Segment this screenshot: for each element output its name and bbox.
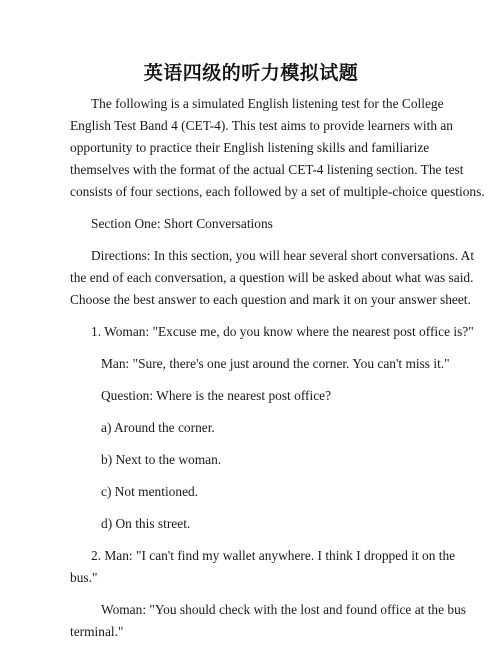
q1-woman-line: 1. Woman: "Excuse me, do you know where the nearest post office is?" [91, 324, 474, 339]
q1-option-c: c) Not mentioned. [101, 484, 199, 499]
q1-man-line: Man: "Sure, there's one just around the corner. You can't miss it." [101, 356, 450, 371]
directions-line: Choose the best answer to each question and mark it on your answer sheet. [70, 292, 471, 307]
section-heading: Section One: Short Conversations [91, 216, 273, 231]
directions-line: Directions: In this section, you will hear several short conversations. At [91, 248, 475, 263]
intro-line: The following is a simulated English listening test for the College [91, 96, 444, 111]
intro-line: English Test Band 4 (CET-4). This test aims to provide learners with an [70, 118, 453, 133]
intro-line: opportunity to practice their English listening skills and familiarize [70, 140, 430, 155]
directions-line: the end of each conversation, a question will be asked about what was said. [70, 270, 474, 285]
q2-woman-line: Woman: "You should check with the lost and found office at the bus [101, 602, 467, 617]
q2-woman-line: terminal." [70, 624, 124, 639]
intro-line: consists of four sections, each followed by a set of multiple-choice questions. [70, 184, 485, 199]
q1-question: Question: Where is the nearest post office? [101, 388, 332, 403]
q2-man-line: bus." [70, 570, 98, 585]
intro-line: themselves with the format of the actual CET-4 listening section. The test [70, 162, 464, 177]
q2-man-line: 2. Man: "I can't find my wallet anywhere. I think I dropped it on the [91, 548, 456, 563]
q1-option-a: a) Around the corner. [101, 420, 215, 435]
document-title: 英语四级的听力模拟试题 [143, 62, 359, 84]
q1-option-b: b) Next to the woman. [101, 452, 222, 467]
q1-option-d: d) On this street. [101, 516, 191, 531]
